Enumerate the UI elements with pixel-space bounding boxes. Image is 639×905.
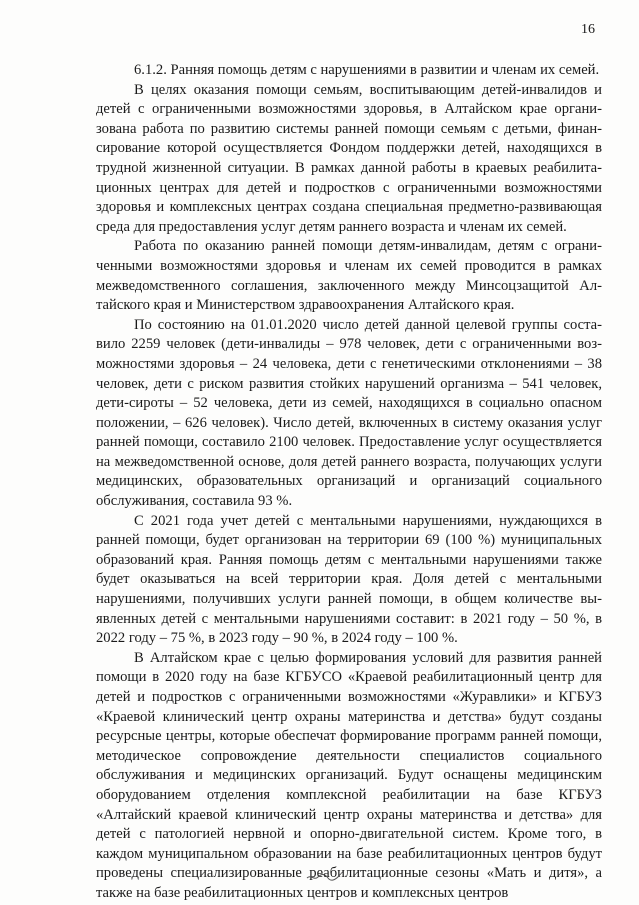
scan-squiggle-mark [305,872,341,882]
paragraph-funding: В целях оказания помощи семьям, воспитывающим детей-инвалидов и детей с ограниченными возможностями здоровья, в Алтайском крае организована работа по развитию системы ранней помощи семьям с детьми, финансирование которой осуществляется Фондом поддержки детей, находящихся в трудной жизненной ситуации. В рамках данной работы в краевых реабилитационных центрах для детей и подростков с ограниченными возможностями здоровья и комплексных центрах создана специальная предметно-развивающая среда для предоставления услуг детям раннего возраста и членам их семей. [96,81,602,235]
paragraph-mental-disorders: С 2021 года учет детей с ментальными нарушениями, нуждающихся в ранней помощи, будет организован на территории 69 (100 %) муниципальных образований края. Ранняя помощь детям с ментальными нарушениями также будет оказываться на всей территории края. Доля детей с ментальными нарушениями, получивших услуги ранней помощи, в общем количестве выявленных детей с ментальными нарушениями составит: в 2021 году – 50 %, в 2022 году – 75 %, в 2023 году – 90 %, в 2024 году – 100 %. [96,512,602,647]
paragraph-agreement: Работа по оказанию ранней помощи детям-инвалидам, детям с ограниченными возможностями здоровья и членам их семей проводится в рамках межведомственного соглашения, заключенного между Минсоцзащитой Алтайского края и Министерством здравоохранения Алтайского края. [96,238,602,314]
paragraph-statistics: По состоянию на 01.01.2020 число детей данной целевой группы составило 2259 человек (дети-инвалиды – 978 человек, дети с ограниченными возможностями здоровья – 24 человека, дети с генетическими отклонениями – 38 человек, дети с риском развития стойких нарушений организма – 541 человек, дети-сироты – 52 человека, дети из семей, находящихся в социально опасном положении, – 626 человек). Число детей, включенных в систему оказания услуг ранней помощи, составило 2100 человек. Предоставление услуг осуществляется на межведомственной основе, доля детей раннего возраста, получающих услуги медицинских, образовательных организаций и организаций социального обслуживания, составила 93 %. [96,316,602,510]
paragraph-resource-centers: В Алтайском крае с целью формирования условий для развития ранней помощи в 2020 году на базе КГБУСО «Краевой реабилитационный центр для детей и подростков с ограниченными возможностями «Журавлики» и КГБУЗ «Краевой клинический центр охраны материнства и детства» будут созданы ресурсные центры, которые обеспечат формирование программ ранней помощи, методическое сопровождение деятельности специалистов социального обслуживания и медицинских организаций. Будут оснащены медицинским оборудованием отделения комплексной реабилитации на базе КГБУЗ «Алтайский краевой клинический центр охраны материнства и детства» для детей с патологией нервной и опорно-двигательной систем. Кроме того, в каждом муниципальном образовании на базе реабилитационных центров будут проведены специализированные реабилитационные сезоны «Мать и дитя», а также на базе реабилитационных центров и комплексных центров [96,649,602,901]
section-heading: 6.1.2. Ранняя помощь детям с нарушениями в развитии и членам их семей. [134,62,600,78]
document-body [96,61,602,904]
page-number: 16 [581,22,595,37]
